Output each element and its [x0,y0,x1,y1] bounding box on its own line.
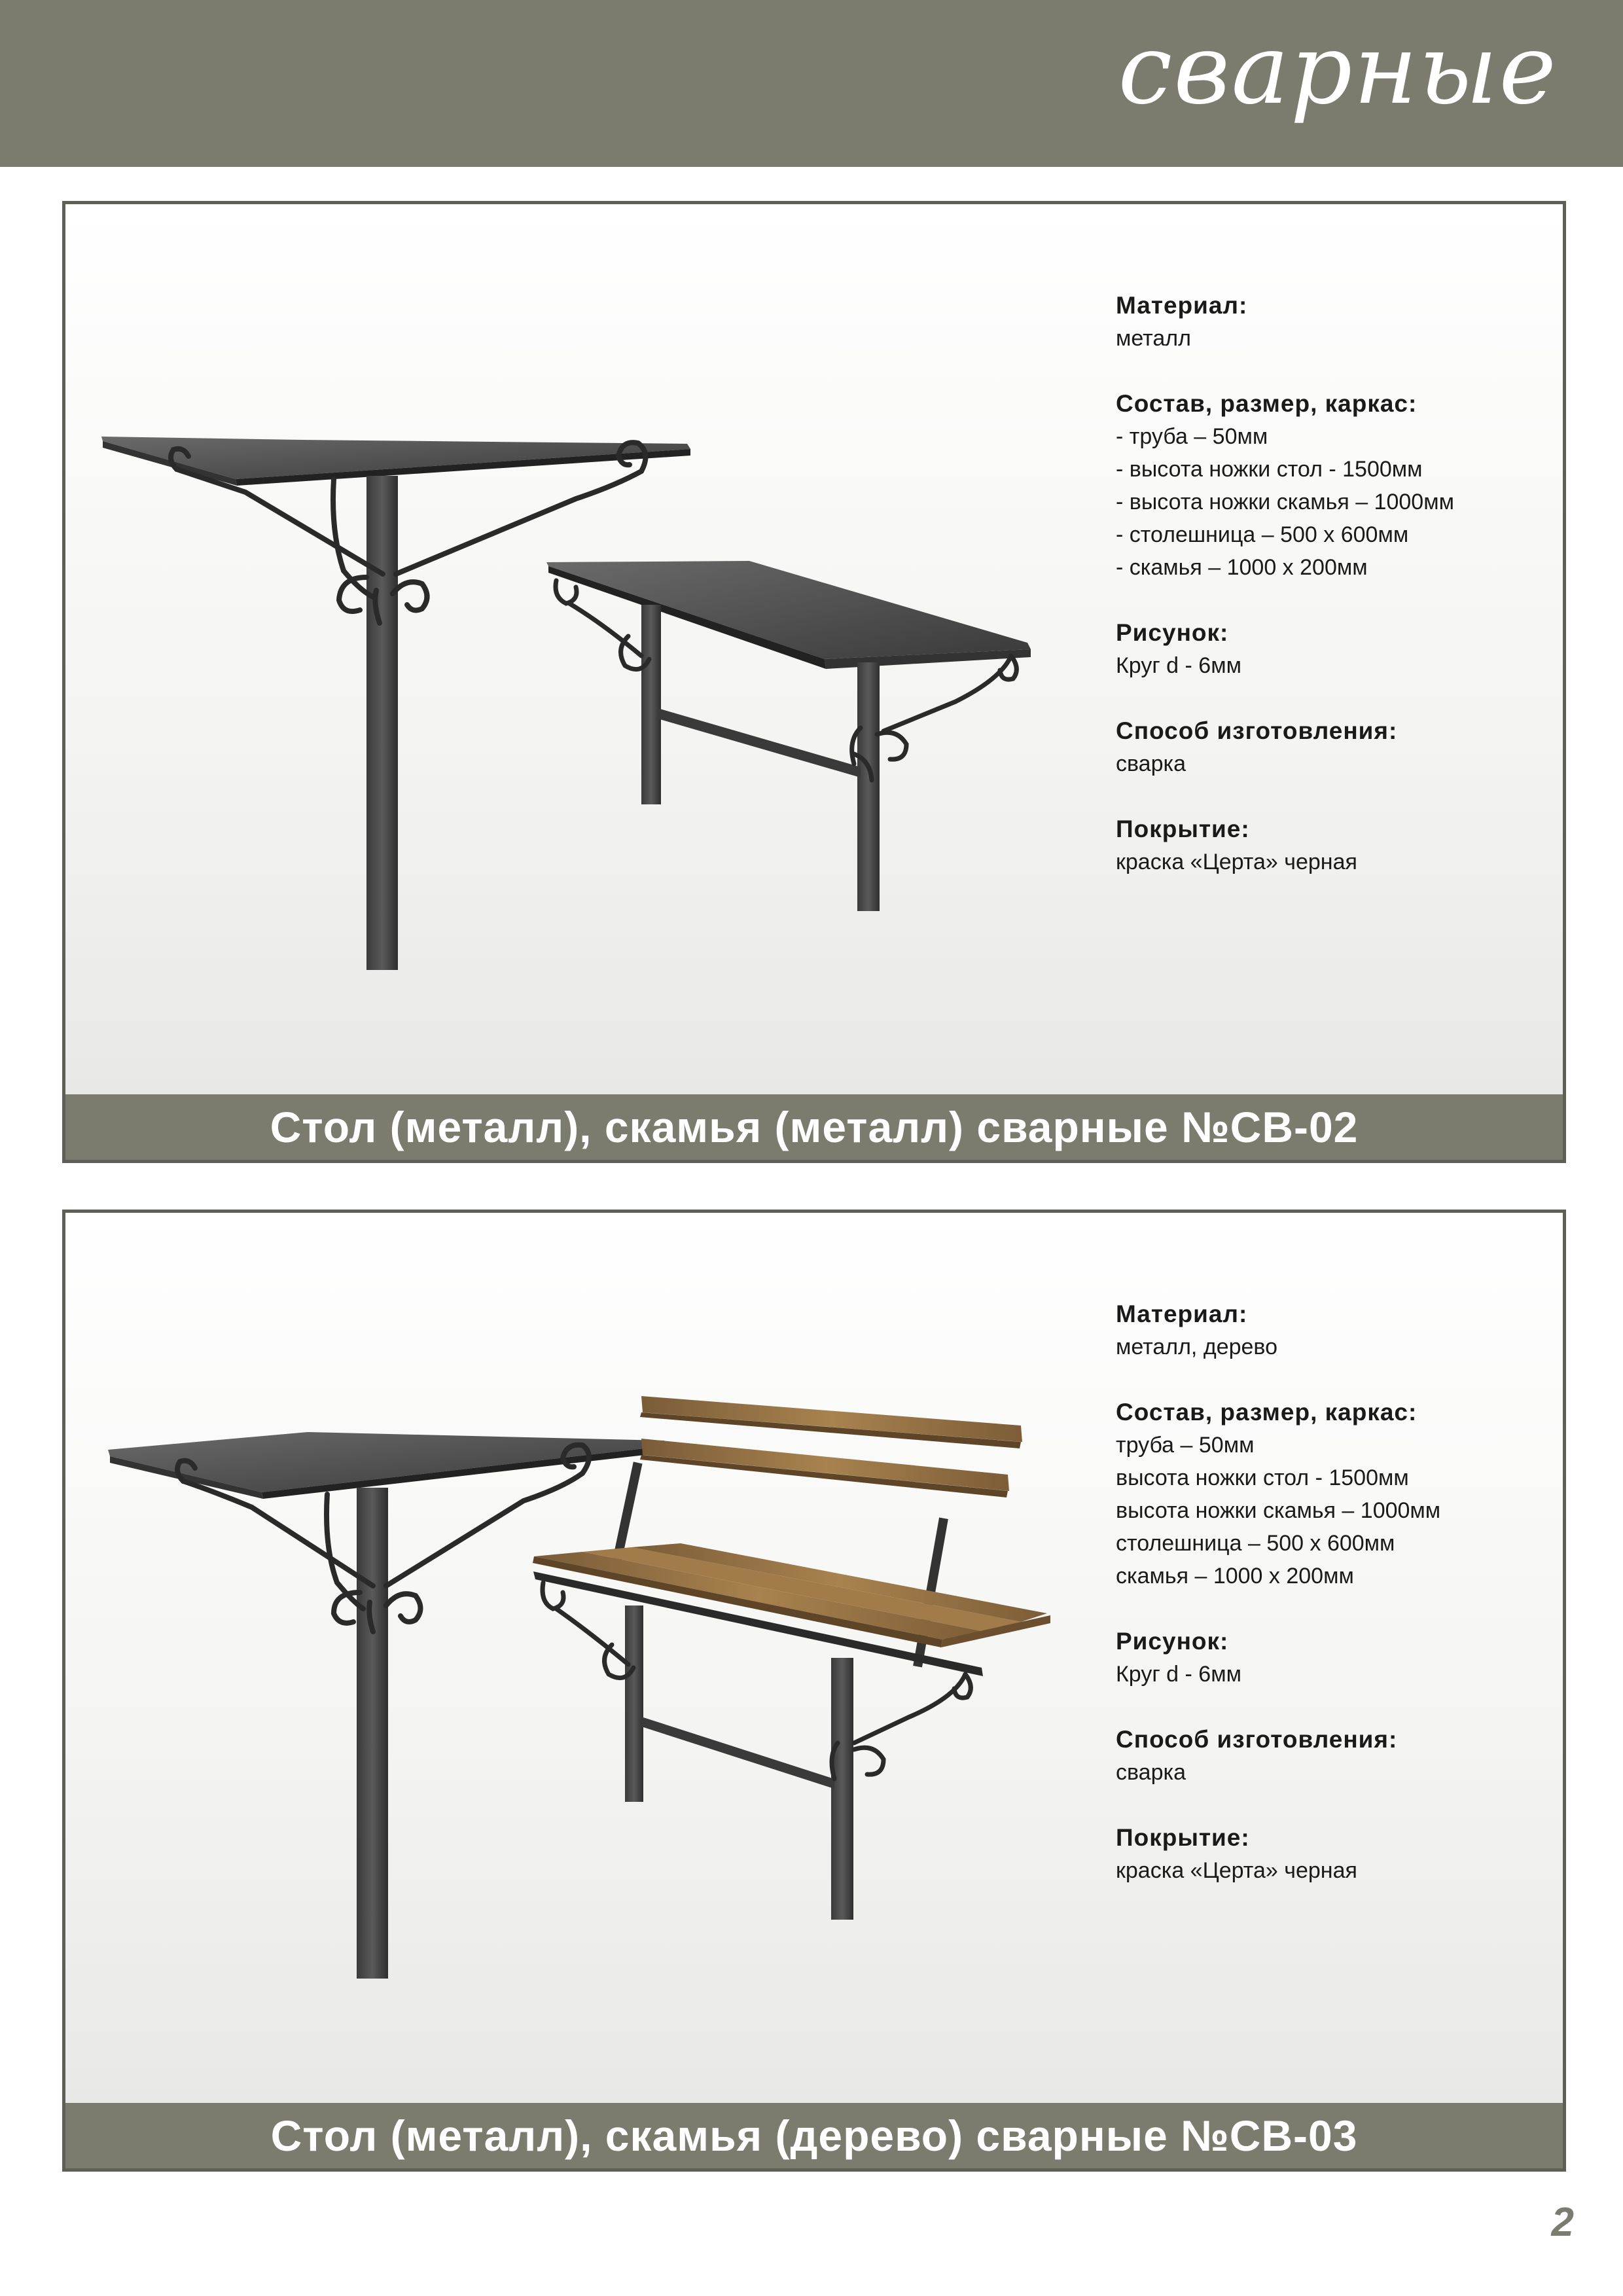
spec-composition-line: - высота ножки стол - 1500мм [1116,457,1423,482]
spec-material [1116,1298,1548,1363]
page-title: сварные [1118,13,1558,126]
spec-composition-line: - столешница – 500 x 600мм [1116,522,1409,547]
table-drawing [108,1432,668,1979]
table-drawing [101,437,690,970]
page-header [0,0,1623,167]
spec-pattern [1116,1625,1548,1691]
spec-composition-line: высота ножки скамья – 1000мм [1116,1498,1441,1523]
spec-list [1116,289,1548,911]
bench-wood-slats [533,1396,1050,1647]
spec-pattern-value: Круг d - 6мм [1116,653,1241,678]
spec-method-label: Способ изготовления: [1116,1726,1398,1753]
spec-coating-label: Покрытие: [1116,1824,1250,1851]
spec-material-label: Материал: [1116,292,1248,319]
spec-pattern [1116,617,1548,682]
spec-composition-label: Состав, размер, каркас: [1116,1399,1418,1426]
spec-method [1116,715,1548,780]
spec-pattern-label: Рисунок: [1116,619,1229,646]
spec-list [1116,1298,1548,1920]
spec-method-value: сварка [1116,751,1186,776]
spec-method-value: сварка [1116,1760,1186,1785]
spec-coating-value: краска «Церта» черная [1116,1858,1357,1883]
spec-composition-line: - скамья – 1000 x 200мм [1116,555,1368,580]
spec-composition-line: - высота ножки скамья – 1000мм [1116,490,1454,514]
spec-method-label: Способ изготовления: [1116,717,1398,744]
spec-material [1116,289,1548,355]
spec-material-value: металл, дерево [1116,1335,1277,1359]
spec-composition-line: труба – 50мм [1116,1433,1255,1458]
spec-coating [1116,813,1548,878]
spec-coating-value: краска «Церта» черная [1116,850,1357,874]
spec-coating [1116,1821,1548,1887]
spec-composition-line: - труба – 50мм [1116,424,1268,449]
spec-coating-label: Покрытие: [1116,816,1250,842]
product-caption: Стол (металл), скамья (металл) сварные №СВ-02 [65,1094,1563,1160]
spec-composition-line: высота ножки стол - 1500мм [1116,1465,1409,1490]
spec-pattern-value: Круг d - 6мм [1116,1662,1241,1687]
page-number: 2 [1551,2200,1574,2245]
product-card-sv02 [62,201,1566,1163]
product-card-sv03 [62,1210,1566,2172]
product-caption: Стол (металл), скамья (дерево) сварные №СВ-03 [65,2103,1563,2168]
spec-composition-label: Состав, размер, каркас: [1116,390,1418,417]
spec-method [1116,1723,1548,1789]
spec-composition [1116,387,1548,584]
spec-pattern-label: Рисунок: [1116,1628,1229,1655]
bench-drawing [546,561,1031,911]
spec-composition-line: столешница – 500 x 600мм [1116,1531,1395,1556]
spec-composition [1116,1396,1548,1592]
spec-composition-line: скамья – 1000 x 200мм [1116,1564,1354,1588]
bench-frame-drawing [533,1462,983,1920]
spec-material-label: Материал: [1116,1300,1248,1327]
spec-material-value: металл [1116,326,1191,351]
